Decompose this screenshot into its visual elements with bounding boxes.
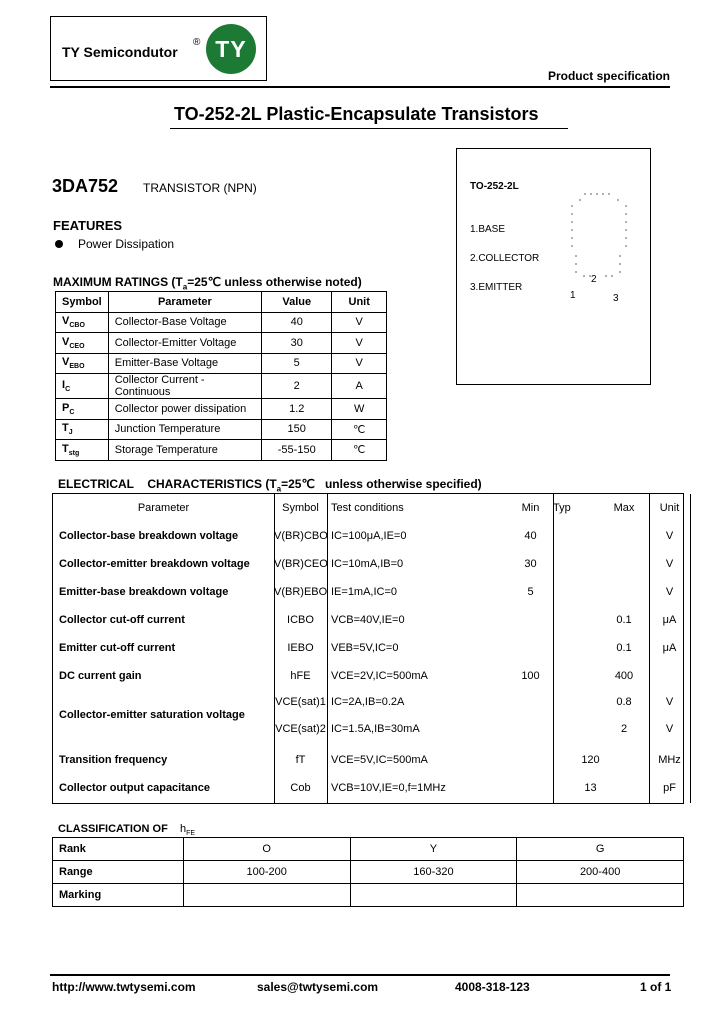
column-header: Parameter — [137, 502, 190, 514]
typ-cell: 13 — [584, 782, 597, 794]
email-link[interactable]: sales@twtysemi.com — [257, 980, 379, 994]
min-cell: 5 — [527, 586, 534, 598]
part-number: 3DA752 — [52, 176, 119, 196]
value-cell: 2 — [262, 374, 332, 399]
symbol-cell: IEBO — [287, 642, 314, 654]
header-divider — [50, 86, 670, 88]
unit-cell: V — [332, 312, 387, 333]
package-name: TO-252-2L — [470, 181, 519, 192]
unit-cell: MHz — [658, 754, 681, 766]
rank-cell: 100-200 — [183, 861, 350, 884]
typ-cell: 120 — [581, 754, 600, 766]
value-cell: 1.2 — [262, 399, 332, 420]
brand-name: TY Semicondutor — [62, 44, 178, 60]
pin-3-label: 3.EMITTER — [470, 282, 523, 293]
product-specification: Product specification — [547, 69, 670, 83]
condition-cell: VCE=5V,IC=500mA — [331, 754, 428, 766]
column-header: Typ — [553, 502, 571, 514]
unit-cell: μA — [662, 642, 677, 654]
pin-number-3: 3 — [613, 293, 619, 304]
unit-cell: V — [665, 696, 674, 708]
value-cell: -55-150 — [262, 440, 332, 461]
symbol-cell: $T_{stg}$ — [56, 440, 109, 461]
pin-number-2: 2 — [591, 274, 597, 285]
max-cell: 0.1 — [616, 642, 632, 654]
table-row — [56, 399, 387, 420]
pin-2-label: 2.COLLECTOR — [470, 253, 540, 264]
column-header: Max — [613, 502, 635, 514]
electrical-table — [52, 493, 684, 804]
condition-cell: VCB=10V,IE=0,f=1MHz — [331, 782, 446, 794]
rank-cell — [183, 884, 350, 907]
condition-cell: IC=10mA,IB=0 — [331, 558, 404, 570]
symbol-cell: V(BR)CBO — [274, 530, 328, 542]
parameter-cell: Collector-emitter breakdown voltage — [59, 558, 250, 570]
table-row — [56, 353, 387, 374]
classification-label: CLASSIFICATION OF — [58, 823, 168, 835]
table-row — [56, 374, 387, 399]
value-cell: 150 — [262, 419, 332, 440]
min-cell: 100 — [521, 670, 540, 682]
rank-cell: 160-320 — [350, 861, 517, 884]
rank-cell — [350, 884, 517, 907]
page-title: TO-252-2L Plastic-Encapsulate Transistors — [174, 104, 539, 124]
symbol-cell: ICBO — [287, 614, 314, 626]
parameter-cell: Emitter-Base Voltage — [108, 353, 261, 374]
rank-cell: Y — [350, 838, 517, 861]
title-underline — [170, 128, 568, 129]
package-outline-icon — [560, 188, 640, 292]
symbol-cell: VCE(sat)1 — [275, 696, 326, 708]
symbol-cell: $V_{CBO}$ — [56, 312, 109, 333]
feature-item: Power Dissipation — [78, 237, 175, 251]
column-header: Value — [262, 292, 332, 313]
symbol-cell: $P_C$ — [56, 399, 109, 420]
symbol-cell: $V_{EBO}$ — [56, 353, 109, 374]
column-header: Unit — [332, 292, 387, 313]
website-link[interactable]: http://www.twtysemi.com — [52, 980, 196, 994]
table-row — [56, 419, 387, 440]
condition-cell: IC=2A,IB=0.2A — [331, 696, 405, 708]
unit-cell: A — [332, 374, 387, 399]
symbol-cell: fT — [295, 754, 306, 766]
parameter-cell: Collector power dissipation — [108, 399, 261, 420]
parameter-cell: Junction Temperature — [108, 419, 261, 440]
table-header-row — [56, 292, 387, 313]
max-cell: 400 — [614, 670, 634, 682]
table-row — [53, 861, 684, 884]
symbol-cell: VCE(sat)2 — [275, 723, 326, 735]
column-header: Min — [521, 502, 540, 514]
condition-cell: IC=100μA,IE=0 — [331, 530, 407, 542]
parameter-cell: Storage Temperature — [108, 440, 261, 461]
parameter-cell: Emitter-base breakdown voltage — [59, 586, 229, 598]
max-ratings-title: MAXIMUM RATINGS ($T_a=25℃$ unless otherwise noted) — [53, 275, 362, 292]
row-label: Range — [53, 861, 184, 884]
table-row — [53, 838, 684, 861]
unit-cell: V — [665, 723, 674, 735]
column-header: Parameter — [108, 292, 261, 313]
parameter-cell: Collector-base breakdown voltage — [59, 530, 239, 542]
registered-mark: ® — [193, 37, 201, 48]
column-divider — [690, 494, 691, 803]
parameter-cell: Collector Current -Continuous — [108, 374, 261, 399]
unit-cell: ℃ — [332, 419, 387, 440]
symbol-cell: V(BR)EBO — [274, 586, 328, 598]
symbol-cell: $I_C$ — [56, 374, 109, 399]
column-header: Symbol — [56, 292, 109, 313]
column-header: Unit — [659, 502, 680, 514]
parameter-cell: DC current gain — [59, 670, 142, 682]
unit-cell: W — [332, 399, 387, 420]
parameter-cell: Collector cut-off current — [59, 614, 185, 626]
unit-cell: μA — [662, 614, 677, 626]
min-cell: 40 — [524, 530, 537, 542]
symbol-cell: V(BR)CEO — [274, 558, 328, 570]
column-header: Test conditions — [331, 502, 404, 514]
table-row — [56, 312, 387, 333]
row-label: Rank — [53, 838, 184, 861]
phone-number: 4008-318-123 — [455, 980, 530, 994]
max-cell: 0.1 — [616, 614, 632, 626]
parameter-cell: Collector-Emitter Voltage — [108, 333, 261, 354]
parameter-cell: Collector output capacitance — [59, 782, 210, 794]
electrical-title: ELECTRICAL CHARACTERISTICS ($T_a=25℃$ unless otherwise specified) — [58, 477, 482, 494]
symbol-cell: $T_J$ — [56, 419, 109, 440]
unit-cell: ℃ — [332, 440, 387, 461]
part-type: TRANSISTOR (NPN) — [143, 181, 257, 195]
condition-cell: IE=1mA,IC=0 — [331, 586, 398, 598]
value-cell: 5 — [262, 353, 332, 374]
page-number: 1 of 1 — [640, 980, 672, 994]
footer-divider — [50, 974, 670, 976]
bullet-icon — [55, 240, 63, 248]
value-cell: 40 — [262, 312, 332, 333]
unit-cell: V — [665, 558, 674, 570]
parameter-cell: Collector-Base Voltage — [108, 312, 261, 333]
column-header: Symbol — [282, 502, 319, 514]
max-cell: 2 — [620, 723, 628, 735]
table-row — [56, 440, 387, 461]
condition-cell: VEB=5V,IC=0 — [331, 642, 399, 654]
classification-title: CLASSIFICATION OF $h_{FE}$ — [58, 823, 196, 838]
symbol-cell: Cob — [290, 782, 311, 794]
condition-cell: VCB=40V,IE=0 — [331, 614, 405, 626]
rank-cell — [517, 884, 684, 907]
unit-cell: V — [332, 353, 387, 374]
unit-cell: pF — [663, 782, 676, 794]
parameter-cell: Collector-emitter saturation voltage — [59, 709, 245, 721]
table-row — [56, 333, 387, 354]
classification-table — [52, 837, 684, 907]
unit-cell: V — [332, 333, 387, 354]
pin-number-1: 1 — [570, 290, 576, 301]
symbol-cell: hFE — [290, 670, 311, 682]
table-row — [53, 884, 684, 907]
value-cell: 30 — [262, 333, 332, 354]
ty-logo-icon: TY — [206, 24, 256, 74]
pin-1-label: 1.BASE — [470, 224, 506, 235]
max-ratings-table — [55, 291, 387, 461]
rank-cell: 200-400 — [517, 861, 684, 884]
condition-cell: VCE=2V,IC=500mA — [331, 670, 428, 682]
unit-cell: V — [665, 586, 674, 598]
condition-cell: IC=1.5A,IB=30mA — [331, 723, 420, 735]
max-cell: 0.8 — [616, 696, 632, 708]
parameter-cell: Emitter cut-off current — [59, 642, 176, 654]
rank-cell: G — [517, 838, 684, 861]
unit-cell: V — [665, 530, 674, 542]
rank-cell: O — [183, 838, 350, 861]
features-heading: FEATURES — [53, 218, 123, 233]
parameter-cell: Transition frequency — [59, 754, 168, 766]
symbol-cell: $V_{CEO}$ — [56, 333, 109, 354]
min-cell: 30 — [524, 558, 537, 570]
row-label: Marking — [53, 884, 184, 907]
